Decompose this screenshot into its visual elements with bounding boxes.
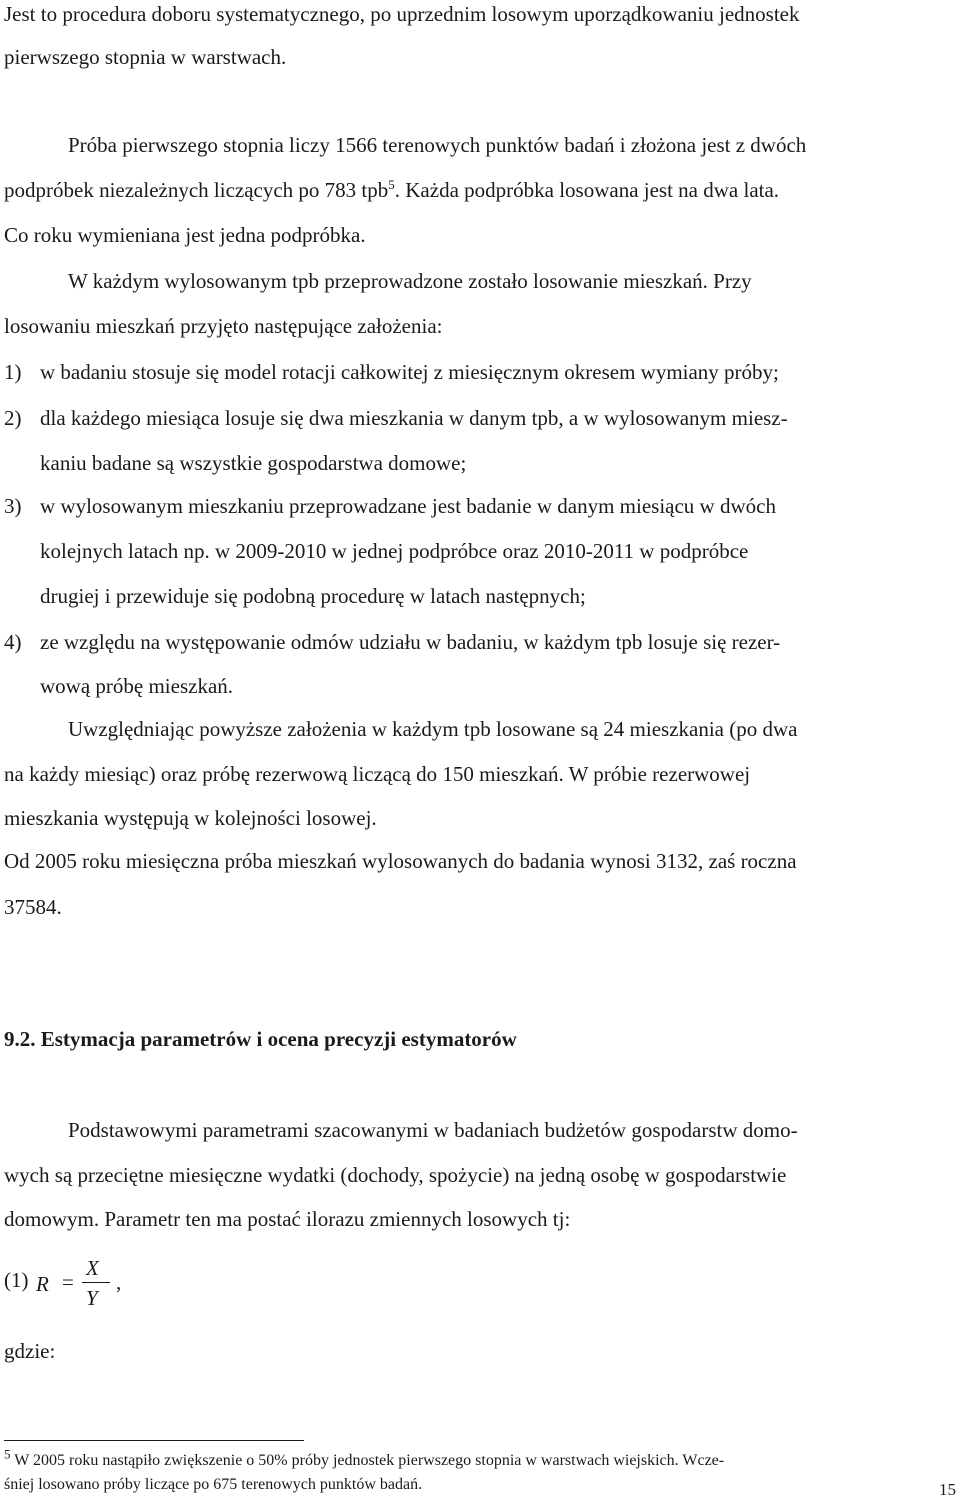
paragraph-2-line-3: Co roku wymieniana jest jedna podpróbka. — [4, 223, 366, 247]
paragraph-5-line-1: Od 2005 roku miesięczna próba mieszkań wylosowanych do badania wynosi 3132, zaś roczna — [4, 849, 797, 873]
list-item-1-number: 1) — [4, 360, 22, 384]
formula-equals: = — [62, 1270, 74, 1294]
formula-denominator: Y — [86, 1286, 98, 1310]
paragraph-2-line-2-text-a: podpróbek niezależnych liczących po 783 tpb — [4, 178, 389, 202]
list-item-2-number: 2) — [4, 406, 22, 430]
list-item-1-line-1: w badaniu stosuje się model rotacji całkowitej z miesięcznym okresem wymiany próby; — [40, 360, 779, 384]
footnote-reference-5: 5 — [388, 177, 395, 192]
footnote-line-1-text: W 2005 roku nastąpiło zwiększenie o 50% próby jednostek pierwszego stopnia w warstwach wiejskich. Wcze- — [14, 1452, 725, 1469]
formula — [4, 1256, 204, 1316]
footnote-separator — [4, 1440, 304, 1441]
paragraph-2-line-2-text-b: . Każda podpróbka losowana jest na dwa lata. — [394, 178, 780, 202]
list-item-4-line-1: ze względu na występowanie odmów udziału w badaniu, w każdym tpb losuje się rezer- — [40, 630, 781, 654]
list-item-2-line-1: dla każdego miesiąca losuje się dwa mieszkania w danym tpb, a w wylosowanym miesz- — [40, 406, 788, 430]
paragraph-4-line-1: Uwzględniając powyższe założenia w każdym tpb losowane są 24 mieszkania (po dwa — [68, 717, 798, 741]
list-item-3-number: 3) — [4, 494, 22, 518]
list-item-4-number: 4) — [4, 630, 22, 654]
paragraph-5-line-2: 37584. — [4, 895, 62, 919]
formula-fraction-bar — [82, 1282, 110, 1283]
paragraph-1-line-2: pierwszego stopnia w warstwach. — [4, 45, 287, 69]
paragraph-1-line-1: Jest to procedura doboru systematycznego, po uprzednim losowym uporządkowaniu jednostek — [4, 2, 800, 26]
list-item-3-line-2: kolejnych latach np. w 2009-2010 w jednej podpróbce oraz 2010-2011 w podpróbce — [40, 539, 749, 563]
paragraph-4-line-3: mieszkania występują w kolejności losowej. — [4, 806, 377, 830]
list-item-3-line-3: drugiej i przewiduje się podobną procedurę w latach następnych; — [40, 584, 586, 608]
paragraph-2-line-1: Próba pierwszego stopnia liczy 1566 terenowych punktów badań i złożona jest z dwóch — [68, 133, 807, 157]
footnote-mark: 5 — [4, 1446, 11, 1462]
section-heading: 9.2. Estymacja parametrów i ocena precyzji estymatorów — [4, 1027, 517, 1051]
formula-trailing-comma: , — [116, 1270, 122, 1294]
footnote-line-1 — [4, 1446, 725, 1469]
paragraph-3-line-1: W każdym wylosowanym tpb przeprowadzone zostało losowanie mieszkań. Przy — [68, 269, 752, 293]
list-item-2-line-2: kaniu badane są wszystkie gospodarstwa domowe; — [40, 451, 467, 475]
gdzie-label: gdzie: — [4, 1339, 56, 1363]
page-number: 15 — [939, 1480, 956, 1499]
paragraph-2-line-2 — [4, 177, 780, 202]
list-item-4-line-2: wową próbę mieszkań. — [40, 674, 234, 698]
paragraph-4-line-2: na każdy miesiąc) oraz próbę rezerwową liczącą do 150 mieszkań. W próbie rezerwowej — [4, 762, 751, 786]
paragraph-6-line-1: Podstawowymi parametrami szacowanymi w badaniach budżetów gospodarstw domo- — [68, 1118, 798, 1142]
list-item-3-line-1: w wylosowanym mieszkaniu przeprowadzane jest badanie w danym miesiącu w dwóch — [40, 494, 776, 518]
paragraph-6-line-3: domowym. Parametr ten ma postać ilorazu zmiennych losowych tj: — [4, 1207, 571, 1231]
paragraph-3-line-2: losowaniu mieszkań przyjęto następujące założenia: — [4, 314, 443, 338]
paragraph-6-line-2: wych są przeciętne miesięczne wydatki (dochody, spożycie) na jedną osobę w gospodarstwie — [4, 1163, 787, 1187]
footnote-line-2: śniej losowano próby liczące po 675 terenowych punktów badań. — [4, 1476, 423, 1493]
formula-label: (1) — [4, 1268, 29, 1292]
formula-lhs: R — [36, 1272, 49, 1296]
formula-numerator: X — [86, 1256, 99, 1280]
